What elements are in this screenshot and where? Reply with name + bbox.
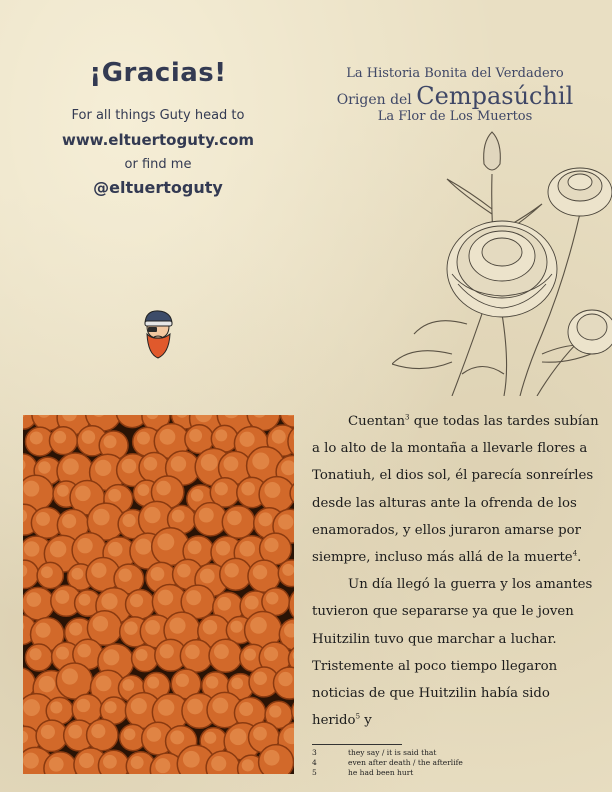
bloom-highlight xyxy=(77,538,92,553)
bloom-highlight xyxy=(69,622,82,635)
bloom-highlight xyxy=(145,620,160,635)
bloom-highlight xyxy=(118,569,131,582)
bloom-highlight xyxy=(250,617,267,634)
bloom-highlight xyxy=(95,460,111,476)
bloom-highlight xyxy=(36,623,51,638)
bloom-highlight xyxy=(39,676,55,692)
bloom-highlight xyxy=(124,728,136,740)
bloom-highlight xyxy=(75,486,90,501)
bloom-highlight xyxy=(253,727,267,741)
story-paragraph-2 xyxy=(312,571,602,734)
bloom-highlight xyxy=(278,514,293,529)
bloom-highlight xyxy=(104,701,116,713)
footnote-number: 5 xyxy=(312,768,317,777)
bloom-highlight xyxy=(93,616,109,632)
bloom-highlight xyxy=(170,730,184,744)
bloom-highlight xyxy=(204,732,216,744)
bloom-highlight xyxy=(103,649,119,665)
bloom-highlight xyxy=(160,429,176,445)
bloom-highlight xyxy=(56,647,69,660)
bloom-highlight xyxy=(244,648,256,660)
bloom-highlight xyxy=(122,679,134,691)
title-line-1: La Historia Bonita del Verdadero xyxy=(346,66,564,81)
bloom-highlight xyxy=(135,538,151,554)
bloom-highlight xyxy=(215,429,227,441)
marigold-cluster xyxy=(23,415,294,774)
bloom-highlight xyxy=(50,701,62,713)
bloom-highlight xyxy=(23,699,40,716)
footnote-number: 4 xyxy=(312,758,317,767)
footnote-rule xyxy=(312,744,402,745)
bloom-highlight xyxy=(124,621,138,635)
bloom-highlight xyxy=(264,647,278,661)
bloom-highlight xyxy=(104,435,117,448)
bloom-highlight xyxy=(160,644,174,658)
footnote-item xyxy=(312,758,463,768)
mascot-logo xyxy=(141,308,175,360)
bloom-highlight xyxy=(131,756,144,769)
bloom-highlight xyxy=(264,750,280,766)
bloom-highlight xyxy=(50,541,66,557)
bloom-highlight xyxy=(278,672,292,686)
bloom-highlight xyxy=(108,542,123,557)
promo-line: For all things Guty head to xyxy=(71,108,245,123)
marigold-photo xyxy=(23,415,294,774)
bloom-highlight xyxy=(157,533,174,550)
bloom-highlight xyxy=(55,590,69,604)
bloom-highlight xyxy=(206,676,218,688)
bloom-highlight xyxy=(239,541,255,557)
bloom-highlight xyxy=(245,596,259,610)
bloom-highlight xyxy=(93,509,110,526)
bloom-highlight xyxy=(137,432,150,445)
bloom-highlight xyxy=(176,674,189,687)
bloom-highlight xyxy=(96,676,112,692)
story-p1-end: . xyxy=(577,550,582,566)
bloom-highlight xyxy=(253,672,266,685)
bloom-highlight xyxy=(122,459,137,474)
footnote-text: he had been hurt xyxy=(348,768,414,777)
bloom-highlight xyxy=(27,592,42,607)
bloom-highlight xyxy=(155,758,170,773)
bloom-highlight xyxy=(187,699,203,715)
title-main-word: Cempasúchil xyxy=(416,82,574,110)
bloom-highlight xyxy=(239,432,254,447)
marigold-illustration xyxy=(392,124,612,396)
footnote-text: even after death / the afterlife xyxy=(348,758,463,767)
thanks-block xyxy=(30,58,286,197)
bloom-highlight xyxy=(23,753,39,769)
social-handle[interactable]: @eltuertoguty xyxy=(93,178,223,197)
title-line-2 xyxy=(330,82,580,110)
website-suffix: .com xyxy=(213,131,255,149)
thanks-heading: ¡Gracias! xyxy=(89,58,227,88)
website-prefix: www. xyxy=(61,131,109,149)
bloom-highlight xyxy=(49,757,64,772)
marigold-bloom xyxy=(292,697,294,726)
bloom-highlight xyxy=(147,727,162,742)
bloom-highlight xyxy=(136,649,148,661)
bloom-highlight xyxy=(282,564,294,576)
bloom-highlight xyxy=(200,569,215,584)
bloom-highlight xyxy=(241,482,255,496)
bloom-highlight xyxy=(239,702,253,716)
title-prefix: Origen del xyxy=(336,92,412,108)
bloom-highlight xyxy=(108,489,121,502)
bloom-highlight xyxy=(212,698,228,714)
bloom-highlight xyxy=(77,644,91,658)
story-paragraph-1 xyxy=(312,408,602,571)
bloom-highlight xyxy=(188,540,202,554)
story-p1-body: que todas las tardes subían a lo alto de la montaña a llevarle flores a Tonatiuh, el dios sol, él parecía sonreírles desde las alturas ante la ofrenda de los enamorados, y ellos juraron amarse por siempre, incluso más allá de la muerte xyxy=(312,414,599,566)
bloom-highlight xyxy=(223,456,238,471)
bloom-highlight xyxy=(24,541,39,556)
bloom-highlight xyxy=(79,594,91,606)
bloom-highlight xyxy=(253,565,267,579)
bloom-highlight xyxy=(158,590,174,606)
bloom-highlight xyxy=(82,430,96,444)
bloom-highlight xyxy=(252,452,269,469)
bloom-highlight xyxy=(266,592,278,604)
footnote-ref-3: 3 xyxy=(405,413,410,422)
footnote-text: they say / it is said that xyxy=(348,748,437,757)
bloom-highlight xyxy=(272,430,286,444)
bloom-highlight xyxy=(191,489,203,501)
story-p2-body: Un día llegó la guerra y los amantes tuvieron que separarse ya que le joven Huitzilin tuvo que marchar a luchar. Tristemente al poco tiempo llegaron noticias de que Huitzilin había sido herido xyxy=(312,577,593,729)
bloom-highlight xyxy=(23,481,39,497)
bloom-highlight xyxy=(185,645,200,660)
bloom-highlight xyxy=(77,699,90,712)
bloom-highlight xyxy=(156,481,171,496)
bloom-highlight xyxy=(211,756,226,771)
bloom-highlight xyxy=(147,677,159,689)
find-me-line: or find me xyxy=(124,157,192,172)
footnote-ref-4: 4 xyxy=(572,549,578,558)
bloom-highlight xyxy=(137,484,149,496)
bloom-highlight xyxy=(269,705,281,717)
bloom-highlight xyxy=(62,514,76,528)
bloom-highlight xyxy=(71,568,83,580)
bloom-highlight xyxy=(183,751,200,768)
bloom-highlight xyxy=(225,563,239,577)
bloom-highlight xyxy=(62,668,78,684)
bloom-highlight xyxy=(172,510,185,523)
bloom-highlight xyxy=(158,699,175,716)
bloom-highlight xyxy=(186,590,201,605)
bloom-highlight xyxy=(171,456,186,471)
bloom-highlight xyxy=(214,644,229,659)
bloom-highlight xyxy=(91,563,106,578)
marigold-bloom xyxy=(289,586,294,624)
bloom-highlight xyxy=(177,564,191,578)
bloom-highlight xyxy=(68,725,82,739)
bloom-highlight xyxy=(203,620,218,635)
bloom-highlight xyxy=(231,678,243,690)
bloom-highlight xyxy=(199,508,214,523)
bloom-highlight xyxy=(258,512,272,526)
bloom-highlight xyxy=(123,514,136,527)
bloom-highlight xyxy=(79,753,94,768)
bloom-highlight xyxy=(29,648,41,660)
bloom-highlight xyxy=(144,457,158,471)
bloom-highlight xyxy=(41,566,53,578)
story-text xyxy=(312,408,602,734)
bloom-highlight xyxy=(151,567,165,581)
bloom-highlight xyxy=(54,431,67,444)
bloom-highlight xyxy=(131,698,147,714)
bloom-highlight xyxy=(62,458,78,474)
bloom-highlight xyxy=(201,454,218,471)
bloom-highlight xyxy=(144,507,160,523)
bloom-highlight xyxy=(264,538,278,552)
footnote-item xyxy=(312,748,463,758)
bloom-highlight xyxy=(215,482,228,495)
story-title xyxy=(330,66,580,124)
bloom-highlight xyxy=(57,485,69,497)
footnote-item xyxy=(312,768,463,778)
website-name: eltuertoguty xyxy=(108,131,214,149)
bloom-highlight xyxy=(91,724,105,738)
bloom-highlight xyxy=(169,618,185,634)
bloom-highlight xyxy=(230,728,247,745)
website-link[interactable] xyxy=(30,131,286,149)
bloom-highlight xyxy=(36,512,50,526)
bloom-highlight xyxy=(189,429,202,442)
bloom-highlight xyxy=(217,597,231,611)
bloom-highlight xyxy=(101,593,117,609)
bloom-highlight xyxy=(103,755,117,769)
bloom-highlight xyxy=(242,759,254,771)
footnotes xyxy=(312,748,463,778)
bloom-highlight xyxy=(227,511,242,526)
bloom-highlight xyxy=(130,594,143,607)
bloom-highlight xyxy=(216,541,230,555)
footnote-ref-5: 5 xyxy=(355,712,361,721)
bloom-highlight xyxy=(41,725,55,739)
footnote-number: 3 xyxy=(312,748,317,757)
story-p2-end: y xyxy=(360,713,372,729)
title-subtitle: La Flor de Los Muertos xyxy=(377,109,533,124)
bloom-highlight xyxy=(230,621,242,633)
story-p1-start: Cuentan xyxy=(348,414,406,429)
bloom-highlight xyxy=(30,431,43,444)
bloom-highlight xyxy=(264,482,280,498)
bloom-highlight xyxy=(38,461,50,473)
